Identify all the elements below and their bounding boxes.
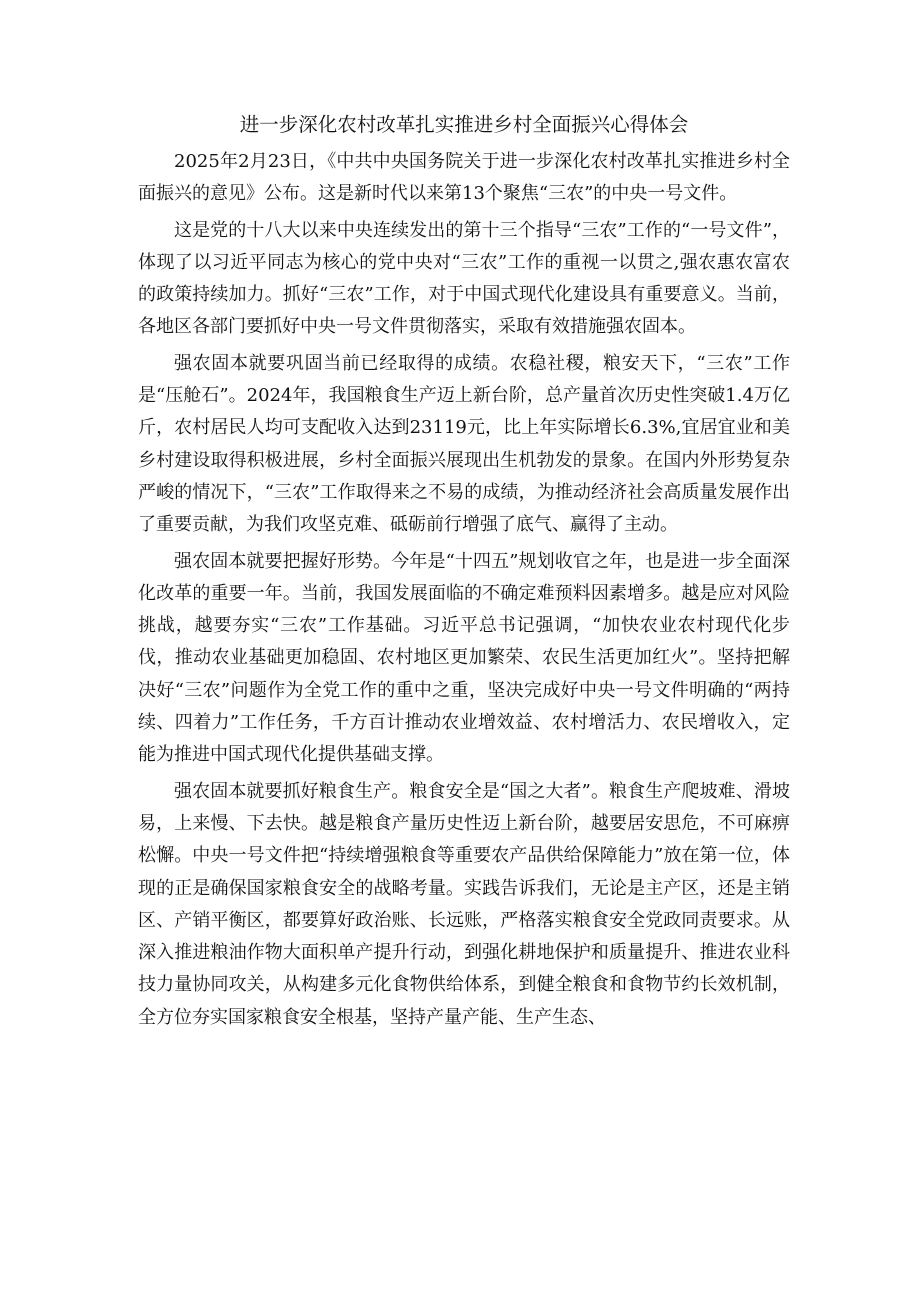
paragraph-5: 强农固本就要抓好粮食生产。粮食安全是“国之大者”。粮食生产爬坡难、滑坡易，上来慢、下去快。越是粮食产量历史性迈上新台阶，越要居安思危，不可麻痹松懈。中央一号文件把“持续增强粮食等重要农产品供给保障能力”放在第一位，体现的正是确保国家粮食安全的战略考量。实践告诉我们，无论是主产区，还是主销区、产销平衡区，都要算好政治账、长远账，严格落实粮食安全党政同责要求。从深入推进粮油作物大面积单产提升行动，到强化耕地保护和质量提升、推进农业科技力量协同攻关，从构建多元化食物供给体系，到健全粮食和食物节约长效机制，全方位夯实国家粮食安全根基，坚持产量产能、生产生态、: [138, 780, 790, 1028]
paragraph-2: 这是党的十八大以来中央连续发出的第十三个指导“三农”工作的“一号文件”，体现了以习近平同志为核心的党中央对“三农”工作的重视一以贯之,强农惠农富农的政策持续加力。抓好“三农”工作，对于中国式现代化建设具有重要意义。当前，各地区各部门要抓好中央一号文件贯彻落实，采取有效措施强农固本。: [138, 219, 790, 338]
document-title: 进一步深化农村改革扎实推进乡村全面振兴心得体会: [239, 113, 689, 136]
paragraph-4: 强农固本就要把握好形势。今年是“十四五”规划收官之年，也是进一步全面深化改革的重要一年。当前，我国发展面临的不确定难预料因素增多。越是应对风险挑战，越要夯实“三农”工作基础。习近平总书记强调，“加快农业农村现代化步伐，推动农业基础更加稳固、农村地区更加繁荣、农民生活更加红火”。坚持把解决好“三农”问题作为全党工作的重中之重，坚决完成好中央一号文件明确的“两持续、四着力”工作任务，千方百计推动农业增效益、农村增活力、农民增收入，定能为推进中国式现代化提供基础支撑。: [138, 550, 790, 766]
document-body: [138, 104, 790, 1038]
paragraph-1: 2025年2月23日，《中共中央国务院关于进一步深化农村改革扎实推进乡村全面振兴的意见》公布。这是新时代以来第13个聚焦“三农”的中央一号文件。: [138, 151, 790, 205]
paragraph-3: 强农固本就要巩固当前已经取得的成绩。农稳社稷，粮安天下，“三农”工作是“压舱石”。2024年，我国粮食生产迈上新台阶，总产量首次历史性突破1.4万亿斤，农村居民人均可支配收入达到23119元，比上年实际增长6.3%,宜居宜业和美乡村建设取得积极进展，乡村全面振兴展现出生机勃发的景象。在国内外形势复杂严峻的情况下，“三农”工作取得来之不易的成绩，为推动经济社会高质量发展作出了重要贡献，为我们攻坚克难、砥砺前行增强了底气、赢得了主动。: [138, 352, 790, 536]
